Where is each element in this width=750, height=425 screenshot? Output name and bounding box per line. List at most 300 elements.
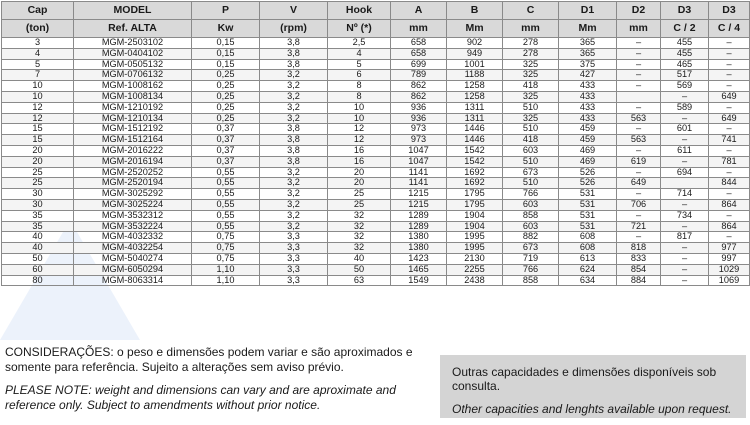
- table-cell: 719: [503, 253, 559, 264]
- note-english: PLEASE NOTE: weight and dimensions can vary and are aproximate and reference only. Subject to amendments without prior notice.: [5, 383, 396, 412]
- table-row: [2, 221, 750, 232]
- availability-box: [440, 355, 746, 418]
- table-cell: 469: [559, 156, 617, 167]
- table-cell: MGM-2016194: [74, 156, 192, 167]
- table-cell: 32: [328, 232, 391, 243]
- table-cell: 1311: [447, 102, 503, 113]
- table-cell: 864: [709, 199, 750, 210]
- table-cell: 20: [2, 156, 74, 167]
- table-cell: 325: [503, 91, 559, 102]
- table-cell: –: [709, 38, 750, 49]
- table-row: [2, 253, 750, 264]
- table-cell: –: [709, 102, 750, 113]
- table-cell: 1795: [447, 199, 503, 210]
- table-cell: MGM-1008162: [74, 81, 192, 92]
- table-cell: 1069: [709, 275, 750, 286]
- table-cell: 10: [2, 91, 74, 102]
- table-cell: 20: [2, 145, 74, 156]
- table-cell: 16: [328, 156, 391, 167]
- table-cell: 563: [617, 113, 661, 124]
- table-cell: 706: [617, 199, 661, 210]
- table-cell: 0,25: [192, 81, 260, 92]
- table-cell: 884: [617, 275, 661, 286]
- header-cell: C: [503, 2, 559, 20]
- table-cell: –: [709, 145, 750, 156]
- table-cell: –: [661, 135, 709, 146]
- table-cell: 25: [328, 199, 391, 210]
- table-cell: MGM-1512164: [74, 135, 192, 146]
- table-cell: –: [661, 275, 709, 286]
- table-cell: 40: [2, 243, 74, 254]
- header-cell: A: [391, 2, 447, 20]
- table-cell: 433: [559, 102, 617, 113]
- table-cell: 858: [503, 275, 559, 286]
- table-cell: 531: [559, 221, 617, 232]
- table-cell: 20: [328, 167, 391, 178]
- table-cell: –: [617, 81, 661, 92]
- header-cell: C / 2: [661, 20, 709, 38]
- table-cell: 7: [2, 70, 74, 81]
- table-cell: 1311: [447, 113, 503, 124]
- table-cell: MGM-3532224: [74, 221, 192, 232]
- table-cell: MGM-2503102: [74, 38, 192, 49]
- table-cell: 5: [328, 59, 391, 70]
- table-body: [2, 38, 750, 286]
- table-cell: –: [709, 189, 750, 200]
- table-row: [2, 189, 750, 200]
- table-cell: –: [617, 102, 661, 113]
- header-cell: P: [192, 2, 260, 20]
- table-cell: 1692: [447, 178, 503, 189]
- table-cell: MGM-4032332: [74, 232, 192, 243]
- table-cell: 0,37: [192, 124, 260, 135]
- table-cell: 3,8: [260, 38, 328, 49]
- table-cell: 1258: [447, 81, 503, 92]
- table-cell: 818: [617, 243, 661, 254]
- table-cell: 375: [559, 59, 617, 70]
- table-cell: –: [661, 113, 709, 124]
- table-cell: 563: [617, 135, 661, 146]
- header-cell: Hook: [328, 2, 391, 20]
- table-row: [2, 275, 750, 286]
- table-cell: 3,2: [260, 102, 328, 113]
- header-row-labels: [2, 2, 750, 20]
- table-row: [2, 178, 750, 189]
- table-cell: MGM-2520252: [74, 167, 192, 178]
- header-cell: B: [447, 2, 503, 20]
- table-cell: 3,3: [260, 275, 328, 286]
- table-cell: MGM-1008134: [74, 91, 192, 102]
- table-cell: 3,3: [260, 264, 328, 275]
- table-cell: 603: [503, 221, 559, 232]
- table-cell: 3,2: [260, 189, 328, 200]
- table-cell: 15: [2, 135, 74, 146]
- table-row: [2, 199, 750, 210]
- table-cell: 0,15: [192, 48, 260, 59]
- table-cell: 601: [661, 124, 709, 135]
- availability-portuguese: Outras capacidades e dimensões disponíveis sob consulta.: [452, 365, 717, 393]
- table-cell: 1215: [391, 189, 447, 200]
- table-cell: 1047: [391, 145, 447, 156]
- table-cell: 3,3: [260, 232, 328, 243]
- table-cell: MGM-6050294: [74, 264, 192, 275]
- table-cell: MGM-0505132: [74, 59, 192, 70]
- header-cell: (ton): [2, 20, 74, 38]
- table-cell: 531: [559, 210, 617, 221]
- table-cell: 699: [391, 59, 447, 70]
- table-cell: 25: [2, 178, 74, 189]
- table-cell: 16: [328, 145, 391, 156]
- header-cell: (rpm): [260, 20, 328, 38]
- header-cell: Kw: [192, 20, 260, 38]
- table-cell: 0,55: [192, 178, 260, 189]
- table-cell: 2438: [447, 275, 503, 286]
- table-cell: 32: [328, 210, 391, 221]
- table-cell: 459: [559, 135, 617, 146]
- header-cell: Mm: [559, 20, 617, 38]
- table-cell: –: [709, 70, 750, 81]
- table-cell: 365: [559, 48, 617, 59]
- table-cell: 50: [2, 253, 74, 264]
- table-cell: 1,10: [192, 275, 260, 286]
- table-cell: MGM-1512192: [74, 124, 192, 135]
- header-cell: D3: [709, 2, 750, 20]
- table-cell: 3,2: [260, 221, 328, 232]
- table-cell: 32: [328, 221, 391, 232]
- table-cell: 1542: [447, 156, 503, 167]
- table-cell: –: [617, 167, 661, 178]
- table-cell: 858: [503, 210, 559, 221]
- table-cell: –: [617, 48, 661, 59]
- table-row: [2, 48, 750, 59]
- table-cell: 608: [559, 232, 617, 243]
- table-cell: 2255: [447, 264, 503, 275]
- table-cell: 0,75: [192, 253, 260, 264]
- table-cell: –: [617, 124, 661, 135]
- table-cell: 649: [617, 178, 661, 189]
- table-cell: 781: [709, 156, 750, 167]
- table-cell: MGM-1210192: [74, 102, 192, 113]
- table-row: [2, 243, 750, 254]
- table-cell: 278: [503, 48, 559, 59]
- table-cell: 1188: [447, 70, 503, 81]
- table-cell: 418: [503, 135, 559, 146]
- table-cell: 510: [503, 102, 559, 113]
- table-row: [2, 156, 750, 167]
- table-cell: –: [617, 210, 661, 221]
- table-cell: 817: [661, 232, 709, 243]
- table-cell: 902: [447, 38, 503, 49]
- table-cell: –: [661, 243, 709, 254]
- table-cell: 40: [328, 253, 391, 264]
- table-cell: 80: [2, 275, 74, 286]
- table-cell: 0,55: [192, 189, 260, 200]
- table-row: [2, 135, 750, 146]
- header-row-units: [2, 20, 750, 38]
- table-cell: 789: [391, 70, 447, 81]
- table-cell: MGM-2016222: [74, 145, 192, 156]
- table-cell: 60: [2, 264, 74, 275]
- table-cell: 741: [709, 135, 750, 146]
- table-cell: 0,25: [192, 113, 260, 124]
- spec-table: [1, 1, 750, 286]
- table-cell: 1289: [391, 210, 447, 221]
- table-cell: 949: [447, 48, 503, 59]
- table-cell: 0,15: [192, 38, 260, 49]
- table-cell: –: [709, 210, 750, 221]
- table-cell: 1692: [447, 167, 503, 178]
- table-cell: 12: [2, 102, 74, 113]
- table-row: [2, 70, 750, 81]
- header-cell: Mm: [447, 20, 503, 38]
- table-cell: MGM-2520194: [74, 178, 192, 189]
- table-cell: 611: [661, 145, 709, 156]
- table-cell: 4: [2, 48, 74, 59]
- header-cell: mm: [617, 20, 661, 38]
- table-cell: 15: [2, 124, 74, 135]
- table-cell: 569: [661, 81, 709, 92]
- table-cell: 325: [503, 70, 559, 81]
- header-cell: Cap: [2, 2, 74, 20]
- table-cell: 10: [2, 81, 74, 92]
- table-cell: 997: [709, 253, 750, 264]
- table-cell: 936: [391, 113, 447, 124]
- header-cell: mm: [391, 20, 447, 38]
- table-cell: 862: [391, 91, 447, 102]
- table-cell: 603: [503, 145, 559, 156]
- table-cell: 3,8: [260, 48, 328, 59]
- table-cell: 3,2: [260, 70, 328, 81]
- table-cell: –: [617, 70, 661, 81]
- table-cell: 510: [503, 156, 559, 167]
- table-cell: [661, 178, 709, 189]
- table-cell: 517: [661, 70, 709, 81]
- table-row: [2, 102, 750, 113]
- table-cell: 649: [709, 91, 750, 102]
- table-cell: 1141: [391, 178, 447, 189]
- table-cell: 2,5: [328, 38, 391, 49]
- table-cell: 30: [2, 199, 74, 210]
- table-header: [2, 2, 750, 38]
- header-cell: Nº (*): [328, 20, 391, 38]
- table-cell: –: [661, 253, 709, 264]
- table-cell: –: [661, 264, 709, 275]
- table-cell: 1465: [391, 264, 447, 275]
- table-row: [2, 264, 750, 275]
- table-cell: 12: [328, 135, 391, 146]
- table-cell: 1549: [391, 275, 447, 286]
- table-cell: 3,8: [260, 135, 328, 146]
- table-cell: 766: [503, 264, 559, 275]
- header-cell: V: [260, 2, 328, 20]
- table-cell: 50: [328, 264, 391, 275]
- table-cell: 1446: [447, 135, 503, 146]
- table-cell: 1995: [447, 243, 503, 254]
- table-cell: 10: [328, 113, 391, 124]
- table-cell: 459: [559, 124, 617, 135]
- table-cell: 455: [661, 38, 709, 49]
- table-cell: 469: [559, 145, 617, 156]
- table-cell: –: [661, 221, 709, 232]
- table-cell: 0,25: [192, 102, 260, 113]
- table-cell: 1047: [391, 156, 447, 167]
- table-cell: 589: [661, 102, 709, 113]
- table-cell: 734: [661, 210, 709, 221]
- table-cell: 35: [2, 210, 74, 221]
- table-cell: –: [661, 199, 709, 210]
- table-cell: 433: [559, 113, 617, 124]
- table-cell: 658: [391, 48, 447, 59]
- table-cell: 3: [2, 38, 74, 49]
- table-cell: 673: [503, 243, 559, 254]
- table-cell: 694: [661, 167, 709, 178]
- table-cell: 864: [709, 221, 750, 232]
- table-cell: MGM-1210134: [74, 113, 192, 124]
- note-portuguese: CONSIDERAÇÕES: o peso e dimensões podem variar e são aproximados e somente para referência. Sujeito a alterações sem aviso prévio.: [5, 345, 413, 374]
- table-cell: 433: [559, 91, 617, 102]
- table-cell: 6: [328, 70, 391, 81]
- table-cell: –: [617, 232, 661, 243]
- table-cell: 1380: [391, 243, 447, 254]
- table-cell: 854: [617, 264, 661, 275]
- table-cell: 3,8: [260, 156, 328, 167]
- table-cell: 0,75: [192, 232, 260, 243]
- table-row: [2, 59, 750, 70]
- table-cell: 1423: [391, 253, 447, 264]
- table-cell: 12: [2, 113, 74, 124]
- header-cell: C / 4: [709, 20, 750, 38]
- table-cell: 862: [391, 81, 447, 92]
- header-cell: mm: [503, 20, 559, 38]
- table-cell: –: [709, 124, 750, 135]
- table-cell: 526: [559, 167, 617, 178]
- table-cell: 634: [559, 275, 617, 286]
- table-cell: 40: [2, 232, 74, 243]
- table-cell: 973: [391, 135, 447, 146]
- table-row: [2, 210, 750, 221]
- table-cell: 20: [328, 178, 391, 189]
- table-cell: 2130: [447, 253, 503, 264]
- table-cell: –: [709, 81, 750, 92]
- table-cell: MGM-4032254: [74, 243, 192, 254]
- table-cell: 608: [559, 243, 617, 254]
- table-cell: –: [709, 232, 750, 243]
- table-cell: –: [617, 189, 661, 200]
- table-cell: 0,55: [192, 210, 260, 221]
- table-cell: 973: [391, 124, 447, 135]
- table-cell: 0,37: [192, 156, 260, 167]
- table-cell: 1904: [447, 221, 503, 232]
- table-cell: 531: [559, 199, 617, 210]
- table-cell: 3,2: [260, 210, 328, 221]
- table-cell: 3,2: [260, 167, 328, 178]
- table-cell: 325: [503, 59, 559, 70]
- table-cell: –: [709, 59, 750, 70]
- table-cell: –: [617, 38, 661, 49]
- table-cell: 3,2: [260, 81, 328, 92]
- table-cell: 0,37: [192, 145, 260, 156]
- table-cell: 0,55: [192, 221, 260, 232]
- table-cell: 619: [617, 156, 661, 167]
- table-cell: 3,3: [260, 253, 328, 264]
- header-cell: MODEL: [74, 2, 192, 20]
- table-cell: 3,2: [260, 178, 328, 189]
- table-cell: 936: [391, 102, 447, 113]
- table-cell: –: [709, 48, 750, 59]
- table-cell: 278: [503, 38, 559, 49]
- table-row: [2, 124, 750, 135]
- table-cell: 882: [503, 232, 559, 243]
- table-cell: 1904: [447, 210, 503, 221]
- table-cell: 721: [617, 221, 661, 232]
- table-cell: 1001: [447, 59, 503, 70]
- table-cell: 526: [559, 178, 617, 189]
- table-cell: 3,2: [260, 91, 328, 102]
- table-cell: 465: [661, 59, 709, 70]
- table-cell: 418: [503, 81, 559, 92]
- table-cell: 624: [559, 264, 617, 275]
- table-cell: 3,8: [260, 124, 328, 135]
- table-cell: 3,8: [260, 59, 328, 70]
- table-cell: MGM-3025292: [74, 189, 192, 200]
- table-cell: 0,25: [192, 70, 260, 81]
- table-cell: 531: [559, 189, 617, 200]
- table-cell: 714: [661, 189, 709, 200]
- table-cell: 325: [503, 113, 559, 124]
- table-cell: 1289: [391, 221, 447, 232]
- table-cell: 1,10: [192, 264, 260, 275]
- table-cell: 510: [503, 124, 559, 135]
- header-cell: D1: [559, 2, 617, 20]
- table-cell: –: [709, 167, 750, 178]
- table-cell: 1542: [447, 145, 503, 156]
- table-cell: –: [661, 156, 709, 167]
- table-cell: 833: [617, 253, 661, 264]
- table-cell: 365: [559, 38, 617, 49]
- table-cell: 1029: [709, 264, 750, 275]
- table-cell: 32: [328, 243, 391, 254]
- table-cell: 455: [661, 48, 709, 59]
- table-cell: 30: [2, 189, 74, 200]
- table-cell: 658: [391, 38, 447, 49]
- table-cell: 0,75: [192, 243, 260, 254]
- table-cell: –: [617, 145, 661, 156]
- table-cell: 0,15: [192, 59, 260, 70]
- table-cell: 0,55: [192, 167, 260, 178]
- table-cell: [617, 91, 661, 102]
- table-cell: 1380: [391, 232, 447, 243]
- table-cell: 1446: [447, 124, 503, 135]
- table-row: [2, 113, 750, 124]
- table-cell: MGM-5040274: [74, 253, 192, 264]
- table-cell: 673: [503, 167, 559, 178]
- table-row: [2, 91, 750, 102]
- table-cell: 0,55: [192, 199, 260, 210]
- table-cell: MGM-0404102: [74, 48, 192, 59]
- table-cell: 35: [2, 221, 74, 232]
- table-row: [2, 38, 750, 49]
- table-cell: 3,2: [260, 113, 328, 124]
- table-cell: 25: [328, 189, 391, 200]
- table-cell: MGM-3025224: [74, 199, 192, 210]
- table-cell: –: [661, 91, 709, 102]
- table-row: [2, 167, 750, 178]
- table-cell: 1258: [447, 91, 503, 102]
- table-cell: 603: [503, 199, 559, 210]
- table-cell: 613: [559, 253, 617, 264]
- table-cell: 5: [2, 59, 74, 70]
- table-cell: MGM-8063314: [74, 275, 192, 286]
